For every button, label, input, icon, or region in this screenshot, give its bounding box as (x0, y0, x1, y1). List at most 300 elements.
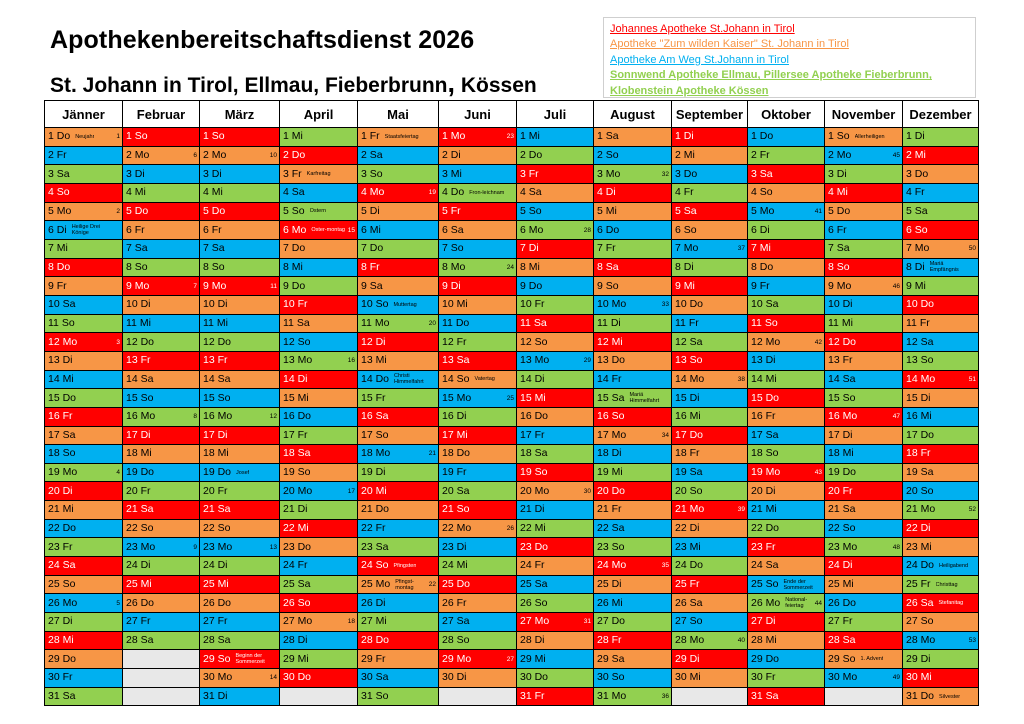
day-cell (748, 221, 825, 240)
day-cell (672, 370, 748, 389)
day-cell (903, 258, 979, 277)
day-cell (903, 650, 979, 669)
day-label: 18 Fr (675, 447, 700, 460)
day-label: 16 Mo (828, 410, 858, 423)
day-cell (748, 295, 825, 314)
day-label: 6 Di (48, 223, 67, 236)
day-cell (672, 669, 748, 688)
day-cell (672, 295, 748, 314)
week-number: 49 (892, 674, 900, 682)
day-cell (200, 295, 280, 314)
day-cell (517, 575, 594, 594)
day-label: 24 So (361, 559, 389, 572)
day-cell (200, 538, 280, 557)
day-cell (594, 594, 672, 613)
day-cell (903, 146, 979, 165)
day-cell (594, 389, 672, 408)
day-label: 22 So (126, 522, 154, 535)
day-cell (517, 295, 594, 314)
day-cell (594, 183, 672, 202)
day-label: 5 Do (828, 204, 851, 217)
day-cell (123, 314, 200, 333)
day-label: 21 Mi (48, 503, 74, 516)
day-label: 8 Do (751, 260, 774, 273)
day-cell (45, 407, 123, 426)
day-label: 7 Fr (597, 242, 616, 255)
day-cell (439, 128, 517, 147)
day-cell (123, 407, 200, 426)
day-cell (439, 445, 517, 464)
calendar-row (45, 519, 979, 538)
day-cell (200, 277, 280, 296)
day-cell (439, 370, 517, 389)
day-cell (439, 258, 517, 277)
day-cell (358, 128, 439, 147)
day-label: 10 Do (675, 298, 704, 311)
day-cell (825, 445, 903, 464)
day-cell (748, 650, 825, 669)
day-label: 21 Mo (906, 503, 936, 516)
day-cell (45, 389, 123, 408)
day-cell (825, 650, 903, 669)
day-label: 10 Fr (520, 298, 545, 311)
day-label: 8 Fr (361, 260, 380, 273)
day-label: 19 Fr (442, 466, 467, 479)
day-label: 22 Mi (520, 522, 546, 535)
day-cell (358, 631, 439, 650)
day-label: 30 So (597, 671, 625, 684)
month-header: Dezember (903, 101, 979, 128)
calendar-row (45, 538, 979, 557)
day-label: 30 Do (283, 671, 312, 684)
day-label: 17 Sa (751, 428, 779, 441)
day-label: 26 Mi (597, 596, 623, 609)
day-cell (517, 557, 594, 576)
day-cell (672, 258, 748, 277)
day-cell (517, 351, 594, 370)
day-label: 6 Sa (442, 223, 464, 236)
day-label: 20 So (675, 484, 703, 497)
day-cell (672, 165, 748, 184)
month-header: Oktober (748, 101, 825, 128)
day-cell (123, 426, 200, 445)
week-number: 50 (968, 245, 976, 253)
day-cell (517, 426, 594, 445)
day-cell (123, 519, 200, 538)
holiday-note: Heilige Drei Könige (71, 224, 101, 237)
day-cell (825, 370, 903, 389)
day-label: 30 Fr (751, 671, 776, 684)
day-label: 11 Mi (828, 316, 853, 329)
day-label: 21 Fr (597, 503, 622, 516)
day-cell (439, 183, 517, 202)
day-label: 3 Sa (751, 167, 773, 180)
day-label: 11 Mi (126, 316, 151, 329)
day-label: 27 Fr (828, 615, 853, 628)
day-cell (439, 389, 517, 408)
day-cell (825, 146, 903, 165)
day-label: 21 So (442, 503, 470, 516)
day-cell (439, 202, 517, 221)
day-cell (825, 482, 903, 501)
day-label: 14 Sa (203, 372, 231, 385)
day-label: 14 Mi (751, 372, 777, 385)
month-header: November (825, 101, 903, 128)
day-label: 18 Do (442, 447, 471, 460)
day-label: 6 Do (597, 223, 620, 236)
day-cell (517, 165, 594, 184)
day-label: 20 So (906, 484, 934, 497)
day-cell (123, 239, 200, 258)
holiday-note: Ostern (309, 208, 327, 215)
day-cell (903, 128, 979, 147)
day-label: 24 Sa (751, 559, 779, 572)
day-cell (358, 538, 439, 557)
day-cell (123, 202, 200, 221)
day-cell (358, 333, 439, 352)
day-label: 11 So (48, 316, 75, 329)
pharmacy-legend (603, 17, 976, 98)
day-label: 17 Fr (520, 428, 545, 441)
day-cell (45, 669, 123, 688)
day-cell (748, 631, 825, 650)
day-label: 27 Di (751, 615, 776, 628)
day-cell (748, 165, 825, 184)
week-number: 38 (737, 375, 745, 383)
calendar-row (45, 463, 979, 482)
day-label: 6 So (675, 223, 697, 236)
day-label: 27 Fr (203, 615, 228, 628)
day-cell (123, 594, 200, 613)
day-cell (825, 183, 903, 202)
day-cell (45, 519, 123, 538)
day-label: 26 Do (828, 596, 857, 609)
day-label: 17 Mo (597, 428, 627, 441)
day-cell (517, 183, 594, 202)
day-cell (825, 239, 903, 258)
day-cell (280, 426, 358, 445)
day-label: 6 Mo (283, 223, 307, 236)
day-label: 27 Do (597, 615, 626, 628)
day-label: 14 Di (283, 372, 308, 385)
day-cell (903, 594, 979, 613)
day-cell (123, 295, 200, 314)
day-cell (123, 631, 200, 650)
day-label: 20 Do (597, 484, 626, 497)
day-label: 12 So (283, 335, 311, 348)
day-cell (200, 183, 280, 202)
day-cell (748, 183, 825, 202)
day-cell (594, 258, 672, 277)
day-cell (280, 482, 358, 501)
day-label: 23 Mi (675, 540, 701, 553)
day-cell (672, 501, 748, 520)
day-cell (200, 351, 280, 370)
day-cell (517, 501, 594, 520)
day-cell (594, 445, 672, 464)
day-label: 1 Do (751, 130, 774, 143)
day-label: 4 Mo (361, 186, 385, 199)
day-label: 17 Mi (442, 428, 468, 441)
month-header: Mai (358, 101, 439, 128)
day-label: 22 Do (48, 522, 77, 535)
day-cell (200, 687, 280, 706)
day-cell (517, 221, 594, 240)
day-label: 25 Fr (906, 578, 931, 591)
day-label: 14 Fr (597, 372, 622, 385)
day-cell (45, 501, 123, 520)
day-label: 18 Fr (906, 447, 931, 460)
calendar-row (45, 594, 979, 613)
day-cell (517, 407, 594, 426)
day-cell (358, 669, 439, 688)
calendar-row (45, 389, 979, 408)
day-label: 28 Mi (751, 634, 777, 647)
day-label: 4 Mi (126, 186, 146, 199)
day-label: 9 Mo (828, 279, 852, 292)
day-label: 8 Di (906, 260, 925, 273)
day-label: 20 Fr (828, 484, 853, 497)
holiday-note: Pfingst-montag (395, 578, 414, 591)
day-label: 4 Mi (203, 186, 223, 199)
day-cell (594, 687, 672, 706)
day-cell (280, 165, 358, 184)
day-label: 29 Di (675, 652, 700, 665)
day-cell (594, 407, 672, 426)
day-cell (280, 463, 358, 482)
day-label: 3 Mo (597, 167, 621, 180)
day-label: 19 So (520, 466, 548, 479)
day-cell (748, 575, 825, 594)
day-label: 7 Do (283, 242, 306, 255)
day-label: 23 Mi (906, 540, 932, 553)
legend-entry: Klobenstein Apotheke Kössen (610, 84, 769, 97)
day-cell (439, 669, 517, 688)
day-cell (825, 165, 903, 184)
day-cell (358, 463, 439, 482)
day-label: 30 Mi (906, 671, 932, 684)
day-label: 3 So (361, 167, 383, 180)
day-cell (200, 389, 280, 408)
day-cell (748, 519, 825, 538)
day-label: 3 Di (203, 167, 222, 180)
week-number: 8 (193, 413, 197, 421)
day-label: 15 So (203, 391, 231, 404)
day-cell (45, 631, 123, 650)
day-label: 29 Do (48, 652, 77, 665)
month-header: Jänner (45, 101, 123, 128)
day-label: 13 Sa (442, 354, 470, 367)
day-cell (45, 351, 123, 370)
day-label: 27 Mo (283, 615, 313, 628)
day-cell (123, 183, 200, 202)
day-label: 24 Fr (283, 559, 308, 572)
day-cell (280, 277, 358, 296)
day-label: 7 So (442, 242, 464, 255)
day-cell (517, 687, 594, 706)
holiday-note: Fron-leichnam (469, 189, 505, 196)
day-label: 7 Do (361, 242, 384, 255)
day-cell (439, 146, 517, 165)
day-label: 13 Di (48, 354, 73, 367)
day-label: 3 Mi (442, 167, 462, 180)
day-cell (517, 482, 594, 501)
calendar-row (45, 650, 979, 669)
day-cell (45, 295, 123, 314)
day-cell (672, 631, 748, 650)
week-number: 25 (506, 394, 514, 402)
day-cell (672, 202, 748, 221)
day-label: 28 Sa (203, 634, 231, 647)
day-label: 26 So (283, 596, 311, 609)
day-label: 26 Mo (48, 596, 78, 609)
holiday-note: Neujahr (75, 133, 95, 140)
day-cell (358, 370, 439, 389)
day-cell (594, 538, 672, 557)
day-label: 21 Sa (203, 503, 231, 516)
day-label: 1 Mo (442, 130, 466, 143)
day-cell (200, 445, 280, 464)
day-cell (439, 351, 517, 370)
day-cell (200, 407, 280, 426)
day-cell (903, 221, 979, 240)
day-label: 17 Di (126, 428, 151, 441)
week-number: 9 (193, 543, 197, 551)
day-label: 2 Sa (361, 148, 383, 161)
day-label: 16 Mi (675, 410, 701, 423)
day-cell (45, 239, 123, 258)
day-cell (594, 333, 672, 352)
week-number: 33 (661, 301, 669, 309)
day-cell (358, 221, 439, 240)
day-label: 10 Mi (442, 298, 468, 311)
day-label: 13 Mo (520, 354, 550, 367)
calendar-row (45, 146, 979, 165)
day-label: 20 Mo (283, 484, 313, 497)
day-cell (280, 128, 358, 147)
week-number: 39 (737, 506, 745, 514)
day-label: 13 Fr (126, 354, 151, 367)
day-label: 1 So (126, 130, 148, 143)
day-cell (748, 426, 825, 445)
day-label: 3 Do (675, 167, 698, 180)
day-cell (825, 426, 903, 445)
day-label: 14 Mi (48, 372, 74, 385)
day-cell (45, 128, 123, 147)
day-cell (825, 463, 903, 482)
day-label: 31 Di (203, 690, 228, 703)
day-label: 23 Di (442, 540, 467, 553)
day-label: 31 Do (906, 690, 935, 703)
day-label: 12 Mo (48, 335, 78, 348)
day-label: 24 Di (126, 559, 151, 572)
empty-cell (672, 687, 748, 706)
day-cell (517, 128, 594, 147)
day-cell (748, 407, 825, 426)
day-cell (200, 501, 280, 520)
day-label: 28 Mo (906, 634, 936, 647)
day-cell (825, 407, 903, 426)
month-header: April (280, 101, 358, 128)
day-cell (280, 202, 358, 221)
day-label: 12 So (520, 335, 548, 348)
day-label: 29 Di (906, 652, 931, 665)
day-label: 25 Fr (675, 578, 700, 591)
day-label: 25 Mo (361, 578, 391, 591)
day-label: 29 So (828, 652, 856, 665)
duty-calendar (44, 100, 979, 706)
day-cell (903, 669, 979, 688)
day-cell (280, 183, 358, 202)
day-cell (280, 221, 358, 240)
day-cell (903, 538, 979, 557)
day-label: 8 So (203, 260, 225, 273)
day-cell (825, 575, 903, 594)
day-cell (517, 146, 594, 165)
day-cell (439, 239, 517, 258)
day-cell (517, 538, 594, 557)
day-label: 17 Fr (283, 428, 308, 441)
day-label: 2 Mo (126, 148, 150, 161)
day-cell (123, 146, 200, 165)
day-cell (45, 370, 123, 389)
day-cell (903, 277, 979, 296)
day-label: 13 Fr (828, 354, 853, 367)
day-cell (200, 370, 280, 389)
day-cell (45, 463, 123, 482)
day-cell (594, 669, 672, 688)
day-cell (672, 314, 748, 333)
day-label: 10 Mo (597, 298, 627, 311)
day-label: 22 Mo (442, 522, 472, 535)
day-cell (594, 463, 672, 482)
day-label: 1 Mi (520, 130, 540, 143)
day-cell (123, 370, 200, 389)
day-cell (280, 407, 358, 426)
day-label: 25 Mi (126, 578, 152, 591)
day-label: 18 Mi (203, 447, 229, 460)
holiday-note: Beginn der Sommerzeit (235, 653, 265, 666)
day-label: 5 So (283, 204, 305, 217)
day-label: 12 Fr (442, 335, 467, 348)
day-label: 15 So (828, 391, 856, 404)
day-label: 7 Sa (203, 242, 225, 255)
day-cell (439, 426, 517, 445)
day-cell (280, 613, 358, 632)
day-label: 11 Sa (283, 316, 310, 329)
day-cell (825, 333, 903, 352)
day-cell (594, 519, 672, 538)
day-cell (123, 389, 200, 408)
calendar-row (45, 631, 979, 650)
day-cell (903, 202, 979, 221)
day-cell (45, 314, 123, 333)
day-label: 25 Sa (283, 578, 311, 591)
day-cell (358, 575, 439, 594)
day-label: 27 So (906, 615, 934, 628)
day-label: 23 Do (520, 540, 549, 553)
day-label: 8 Mi (283, 260, 303, 273)
day-label: 8 Sa (597, 260, 619, 273)
calendar-row (45, 183, 979, 202)
calendar-row (45, 239, 979, 258)
day-label: 14 Mo (906, 372, 936, 385)
holiday-note: Pfingsten (393, 562, 417, 569)
day-label: 26 Mo (751, 596, 781, 609)
day-label: 17 Di (203, 428, 228, 441)
day-label: 13 So (675, 354, 703, 367)
day-label: 5 Di (361, 204, 380, 217)
